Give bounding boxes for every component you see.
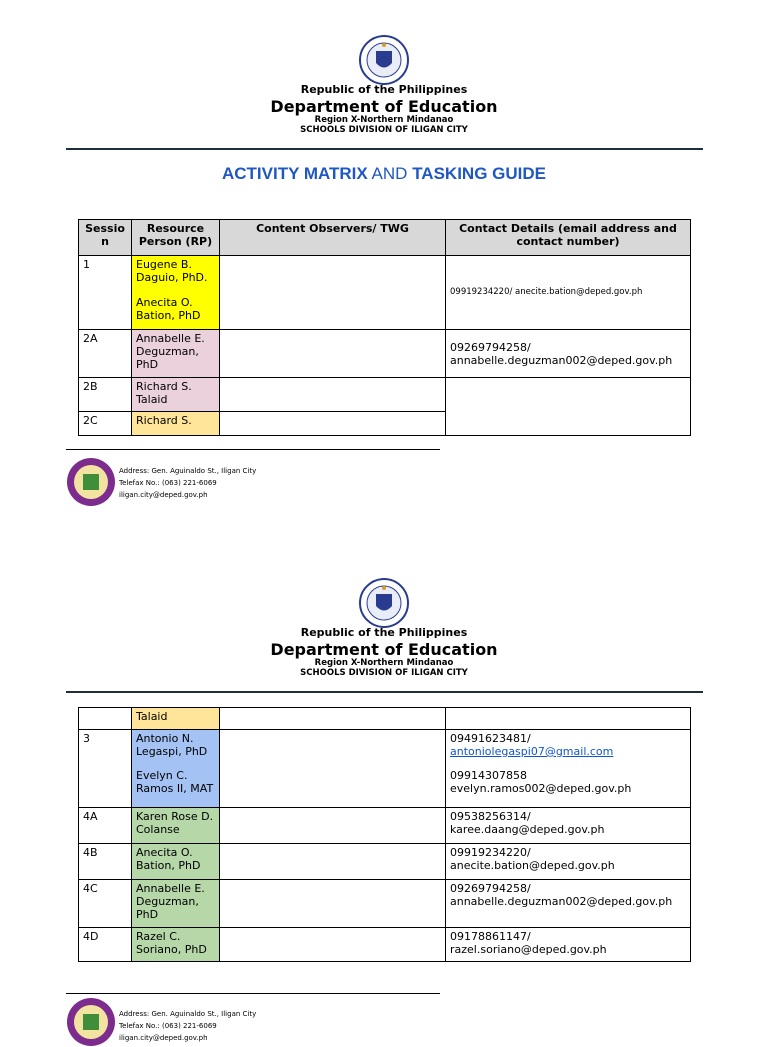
resource-person-cell: Richard S. [132,412,220,436]
division-logo-icon [66,997,116,1047]
contact-phone: 09491623481/ [450,732,531,745]
header-department: Department of Education [270,97,498,116]
table-row [79,730,691,808]
contact-phone: 09538256314/ [450,810,531,823]
resource-person-cell: Richard S. Talaid [132,378,220,412]
resource-person-cell: Talaid [132,708,220,730]
table-header-row [79,220,691,256]
rp-name: Evelyn C. Ramos II, MAT [136,769,214,795]
footer-rule [66,449,440,450]
table-row [79,378,691,412]
header-division: SCHOOLS DIVISION OF ILIGAN CITY [300,125,468,135]
session-cell: 3 [79,730,132,808]
table-row [79,880,691,928]
observers-cell [220,330,446,378]
resource-person-cell: Annabelle E. Deguzman, PhD [132,330,220,378]
contact-email-link[interactable]: antoniolegaspi07@gmail.com [450,745,614,758]
contact-phone: 09269794258/ [450,340,531,354]
contact-cell [446,378,691,436]
session-cell: 4B [79,844,132,880]
document-page-1 [0,0,768,520]
table-row [79,256,691,330]
footer-email: iligan.city@deped.gov.ph [119,1034,208,1042]
contact-email: evelyn.ramos002@deped.gov.ph [450,782,632,795]
rp-name: Anecita O. Bation, PhD [136,296,201,322]
session-cell [79,708,132,730]
contact-cell [446,708,691,730]
header-resource-person: Resource Person (RP) [132,220,220,256]
resource-person-cell [132,730,220,808]
division-logo-icon [66,457,116,507]
header-rule [66,148,703,150]
footer-address [119,465,256,501]
header-session: Sessio n [79,220,132,256]
table-row [79,330,691,378]
contact-phone: 09919234220/ [450,846,531,859]
contact-cell [446,330,691,378]
resource-person-cell: Anecita O. Bation, PhD [132,844,220,880]
title-part-3: TASKING GUIDE [412,164,546,183]
document-page-2 [0,575,768,1042]
session-cell: 2B [79,378,132,412]
deped-seal-icon [359,578,409,628]
observers-cell [220,378,446,412]
activity-matrix-table-continued [78,707,691,962]
title-part-1: ACTIVITY MATRIX [221,164,368,183]
header-content-observers: Content Observers/ TWG [220,220,446,256]
session-cell: 4A [79,808,132,844]
contact-cell [446,730,691,808]
contact-email: karee.daang@deped.gov.ph [450,823,605,836]
contact-cell [446,844,691,880]
rp-name: Eugene B. Daguio, PhD. [136,258,208,284]
table-row [79,708,691,730]
resource-person-cell: Razel C. Soriano, PhD [132,928,220,962]
resource-person-cell: Karen Rose D. Colanse [132,808,220,844]
header-republic: Republic of the Philippines [300,626,468,639]
header-contact-details: Contact Details (email address and contact number) [446,220,691,256]
resource-person-cell: Annabelle E. Deguzman, PhD [132,880,220,928]
contact-email: razel.soriano@deped.gov.ph [450,943,607,956]
session-cell: 4C [79,880,132,928]
header-region: Region X-Northern Mindanao [314,115,454,125]
activity-matrix-table [78,219,691,436]
contact-cell [446,880,691,928]
title-part-2: AND [371,164,408,183]
resource-person-cell [132,256,220,330]
session-cell: 4D [79,928,132,962]
table-row [79,928,691,962]
footer-address-line: Address: Gen. Aguinaldo St., Iligan City [119,1010,257,1018]
observers-cell [220,844,446,880]
contact-cell [446,256,691,330]
header-department: Department of Education [270,640,498,659]
contact-text: 09919234220/ anecite.bation@deped.gov.ph [450,287,643,297]
observers-cell [220,880,446,928]
contact-email: anecite.bation@deped.gov.ph [450,859,615,872]
footer-telefax: Telefax No.: (063) 221-6069 [119,1022,217,1030]
table-row [79,844,691,880]
table-row [79,808,691,844]
contact-email: annabelle.deguzman002@deped.gov.ph [450,895,673,908]
observers-cell [220,928,446,962]
rp-name: Antonio N. Legaspi, PhD [136,732,208,758]
header-rule [66,691,703,693]
observers-cell [220,412,446,436]
contact-phone: 09178861147/ [450,930,531,943]
contact-cell [446,808,691,844]
footer-address [119,1008,256,1044]
contact-cell [446,928,691,962]
deped-seal-icon [359,35,409,85]
header-region: Region X-Northern Mindanao [314,658,454,668]
footer-address-line: Address: Gen. Aguinaldo St., Iligan City [119,467,257,475]
observers-cell [220,256,446,330]
observers-cell [220,730,446,808]
observers-cell [220,808,446,844]
footer-rule [66,993,440,994]
footer-telefax: Telefax No.: (063) 221-6069 [119,479,217,487]
page-title [0,164,768,184]
header-division: SCHOOLS DIVISION OF ILIGAN CITY [300,668,468,678]
contact-phone: 09914307858 [450,769,527,782]
session-cell: 1 [79,256,132,330]
contact-email: annabelle.deguzman002@deped.gov.ph [450,353,673,367]
observers-cell [220,708,446,730]
contact-phone: 09269794258/ [450,882,531,895]
footer-email: iligan.city@deped.gov.ph [119,491,208,499]
session-cell: 2C [79,412,132,436]
session-cell: 2A [79,330,132,378]
header-republic: Republic of the Philippines [300,83,468,96]
